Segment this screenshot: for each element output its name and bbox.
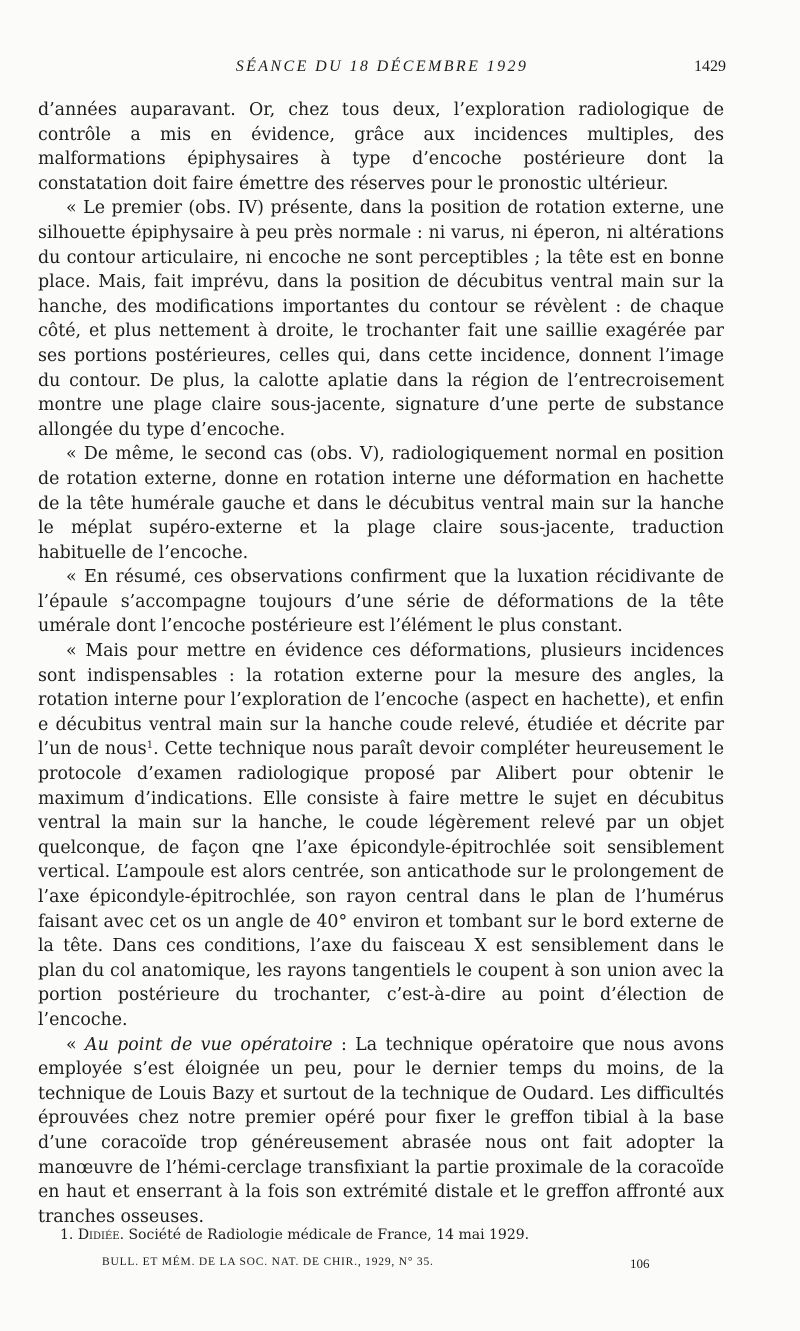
footnote xyxy=(60,1226,720,1244)
paragraph-6-heading: Au point de vue opératoire xyxy=(85,1034,333,1055)
paragraph-2: « Le premier (obs. IV) présente, dans la position de rotation externe, une silhouette épiphysaire à peu près normale : ni varus, ni éperon, ni altérations du contour articulaire, ni encoche ne sont perceptibles ; la tête est en bonne place. Mais, fait imprévu, dans la position de décubitus ventral main sur la hanche, des modifications importantes du contour se révèlent : de chaque côté, et plus nettement à droite, le trochanter fait une saillie exagérée par ses portions postérieures, celles qui, dans cette incidence, donnent l’image du contour. De plus, la calotte aplatie dans la région de l’entrecroisement montre une plage claire sous-jacente, signature d’une perte de substance allongée du type d’encoche. xyxy=(38,198,724,440)
running-title: SÉANCE DU 18 DÉCEMBRE 1929 xyxy=(235,58,529,75)
journal-reference: BULL. ET MÉM. DE LA SOC. NAT. DE CHIR., 1929, N° 35. xyxy=(102,1256,434,1268)
footnote-text: . Société de Radiologie médicale de France, 14 mai 1929. xyxy=(119,1227,530,1243)
paragraph-5-text-a: « Mais pour mettre en évidence ces déformations, plusieurs incidences sont indispensables : la rotation externe pour la mesure des angles, la rotation interne pour l’exploration de l’encoche (aspect en hachette), et enfin e décubitus ventral main sur la hanche coude relevé, étudiée et décrite par l’un de nous xyxy=(38,641,724,760)
paragraph-1: d’années auparavant. Or, chez tous deux, l’exploration radiologique de contrôle a mis en évidence, grâce aux incidences multiples, des malformations épiphysaires à type d’encoche postérieure dont la constatation doit faire émettre des réserves pour le pronostic ultérieur. xyxy=(38,100,724,194)
paragraph-6-quote: « xyxy=(66,1034,86,1055)
footnote-reference: 1 xyxy=(146,740,154,752)
paragraph-4: « En résumé, ces observations confirment que la luxation récidivante de l’épaule s’accompagne toujours d’une série de déformations de la tête umérale dont l’encoche postérieure est l’élément le plus constant. xyxy=(38,567,724,637)
paragraph-6-text: : La technique opératoire que nous avons employée s’est éloignée un peu, pour le dernier temps du moins, de la technique de Louis Bazy et surtout de la technique de Oudard. Les difficultés éprouvées chez notre premier opéré pour fixer le greffon tibial à la base d’une coracoïde trop généreusement abrasée nous ont fait adopter la manœuvre de l’hémi-cerclage transfixiant la partie proximale de la coracoïde en haut et enserrant à la fois son extrémité distale et le greffon affronté aux tranches osseuses. xyxy=(38,1034,724,1227)
paragraph-5 xyxy=(38,639,724,1033)
footnote-number: 1. xyxy=(60,1227,74,1243)
signature-number: 106 xyxy=(630,1256,650,1271)
paragraph-3: « De même, le second cas (obs. V), radiologiquement normal en position de rotation externe, donne en rotation interne une déformation en hachette de la tête humérale gauche et dans le décubitus ventral main sur la hanche le méplat supéro-externe et la plage claire sous-jacente, traduction habituelle de l’encoche. xyxy=(38,444,724,563)
body-text xyxy=(38,98,724,1229)
paragraph-5-text-b: . Cette technique nous paraît devoir compléter heureusement le protocole d’examen radiologique proposé par Alibert pour obtenir le maximum d’indications. Elle consiste à faire mettre le sujet en décubitus ventral la main sur la hanche, le coude légèrement relevé par un objet quelconque, de façon qne l’axe épicondyle-épitrochlée soit sensiblement vertical. L’ampoule est alors centrée, son anticathode sur le prolongement de l’axe épicondyle-épitrochlée, son rayon central dans le plan de l’humérus faisant avec cet os un angle de 40° environ et tombant sur le bord externe de la tête. Dans ces conditions, l’axe du faisceau X est sensiblement dans le plan du col anatomique, les rayons tangentiels le coupent à son union avec la portion postérieure du trochanter, c’est-à-dire au point d’élection de l’encoche. xyxy=(38,739,724,1030)
footnote-author: Didiée xyxy=(77,1227,120,1243)
paragraph-6 xyxy=(38,1033,724,1230)
page-header xyxy=(38,58,726,80)
page-number: 1429 xyxy=(694,58,726,75)
